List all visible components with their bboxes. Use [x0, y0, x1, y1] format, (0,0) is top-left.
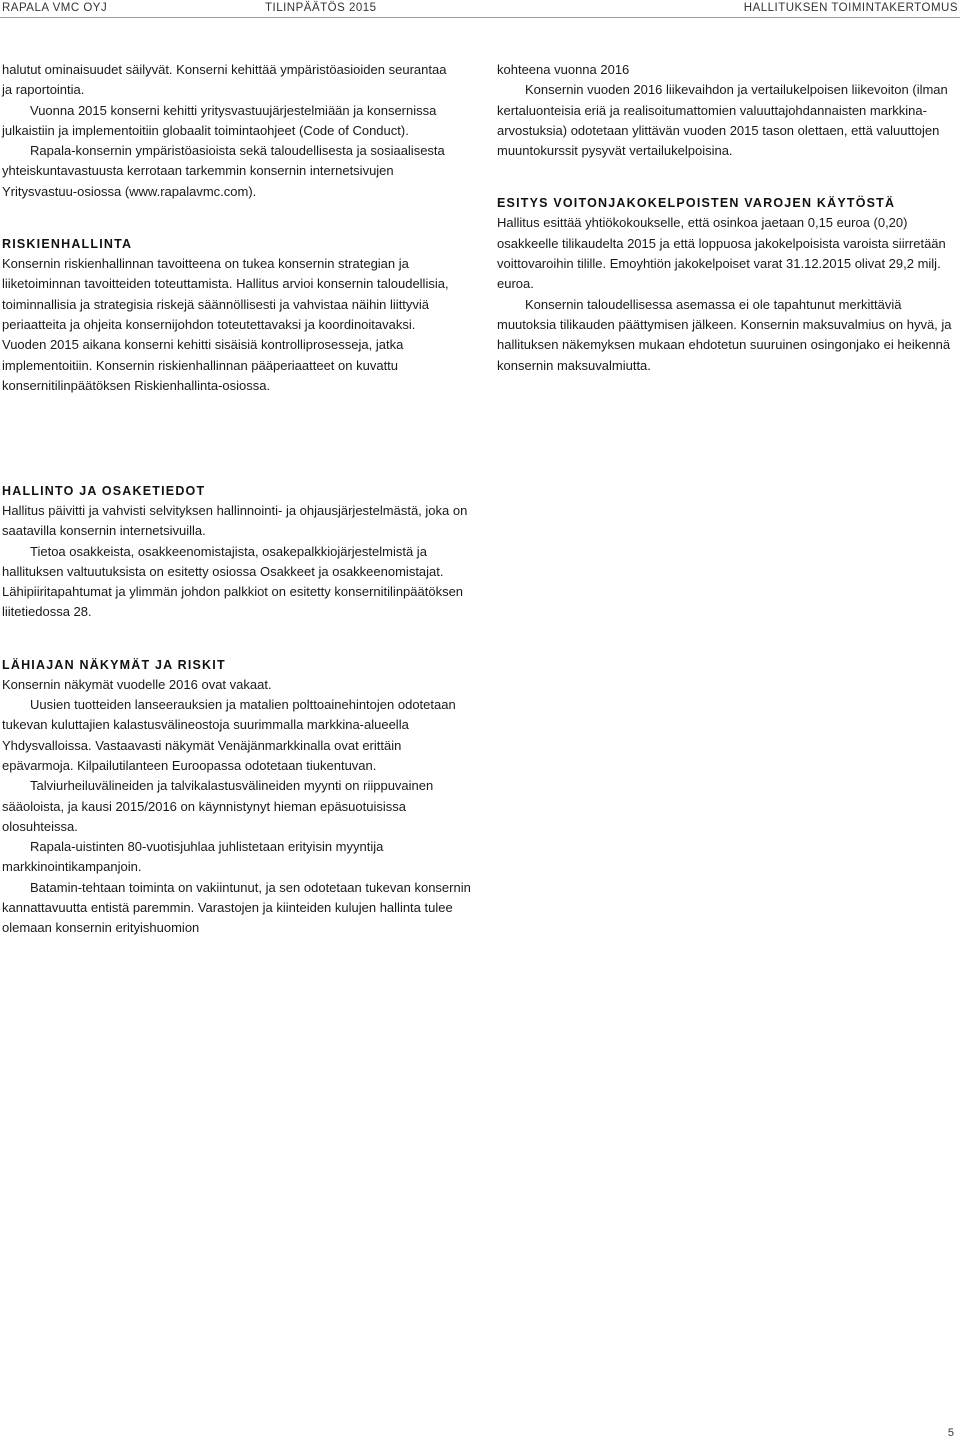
paragraph: Rapala-konsernin ympäristöasioista sekä taloudellisesta ja sosiaalisesta yhteiskuntavastuusta kerrotaan tarkemmin konsernin internetsivujen Yritysvastuu-osiossa (www.rapalavmc.com).	[2, 143, 445, 199]
header-company: RAPALA VMC OYJ	[2, 2, 108, 14]
paragraph: Konsernin taloudellisessa asemassa ei ole tapahtunut merkittäviä muutoksia tilikauden päättymisen jälkeen. Konsernin maksuvalmius on hyvä, ja hallituksen näkemyksen mukaan ehdotetun suuruinen osingonjako ei heikennä konsernin maksuvalmiutta.	[497, 296, 952, 373]
page-number: 5	[947, 1427, 954, 1439]
paragraph: Batamin-tehtaan toiminta on vakiintunut, ja sen odotetaan tukevan konsernin kannattavuutta entistä paremmin. Varastojen ja kiinteiden kulujen hallinta tulee olemaan konsernin erityishuomion	[2, 879, 471, 936]
paragraph: kohteena vuonna 2016	[497, 62, 630, 77]
section-heading-governance: HALLINTO JA OSAKETIEDOT	[2, 484, 206, 498]
header-section-title: HALLITUKSEN TOIMINTAKERTOMUS	[743, 2, 958, 14]
paragraph: Konsernin vuoden 2016 liikevaihdon ja vertailukelpoisen liikevoiton (ilman kertaluonteisia eriä ja realisoitumattomien valuuttajohdannaisten markkina-arvostuksia) odotetaan ylittävän vuoden 2015 tason olettaen, että valuuttojen muuntokurssit pysyvät vertailukelpoisina.	[497, 82, 948, 159]
paragraph: Tietoa osakkeista, osakkeenomistajista, osakepalkkiojärjestelmistä ja hallituksen valtuutuksista on esitetty osiossa Osakkeet ja osakkeenomistajat. Lähipiiritapahtumat ja ylimmän johdon palkkiot on esitetty konsernitilinpäätöksen liitetiedossa 28.	[2, 543, 464, 620]
left-column-top	[2, 60, 457, 396]
header-report-title: TILINPÄÄTÖS 2015	[265, 2, 377, 14]
paragraph: Hallitus esittää yhtiökokoukselle, että osinkoa jaetaan 0,15 euroa (0,20) osakkeelle tilikaudelta 2015 ja että loppuosa jakokelpoisista varoista siirretään voittovaroihin tilille. Emoyhtiön jakokelpoiset varat 31.12.2015 olivat 29,2 milj. euroa.	[497, 215, 946, 292]
paragraph: Uusien tuotteiden lanseerauksien ja matalien polttoainehintojen odotetaan tukevan kuluttajien kalastusvälineostoja suurimmalla markkina-alueella Yhdysvalloissa. Vastaavasti näkymät Venäjänmarkkinalla ovat erittäin epävarmoja. Kilpailutilanteen Euroopassa odotetaan tiukentuvan.	[2, 697, 456, 773]
section-heading-dividend-proposal: ESITYS VOITONJAKOKELPOISTEN VAROJEN KÄYTÖSTÄ	[497, 196, 896, 211]
paragraph: Vuonna 2015 konserni kehitti yritysvastuujärjestelmiään ja konsernissa julkaistiin ja implementoitiin globaalit toimintaohjeet (Code of Conduct).	[2, 102, 437, 138]
paragraph: Rapala-uistinten 80-vuotisjuhlaa juhlistetaan erityisin myyntija markkinointikampanjoin.	[2, 839, 384, 875]
paragraph: halutut ominaisuudet säilyvät. Konserni kehittää ympäristöasioiden seurantaa ja raportointia.	[2, 62, 447, 98]
paragraph: Hallitus päivitti ja vahvisti selvityksen hallinnointi- ja ohjausjärjestelmästä, joka on saatavilla konsernin internetsivuilla.	[2, 503, 468, 539]
paragraph: Konsernin riskienhallinnan tavoitteena on tukea konsernin strategian ja liiketoiminnan tavoitteiden toteuttamista. Hallitus arvioi konsernin taloudellisia, toiminnallisia ja strategisia riskejä säännöllisesti ja vahvistaa näihin liittyviä periaatteita ja ohjeita konsernijohdon toteutettavaksi ja koordinoitavaksi. Vuoden 2015 aikana konserni kehitti sisäisiä kontrolliprosesseja, jatka implementoitiin. Konsernin riskienhallinnan pääperiaatteet on kuvattu konsernitilinpäätöksen Riskienhallinta-osiossa.	[2, 256, 449, 393]
paragraph: Konsernin näkymät vuodelle 2016 ovat vakaat.	[2, 676, 272, 692]
paragraph: Talviurheiluvälineiden ja talvikalastusvälineiden myynti on riippuvainen sääoloista, ja kausi 2015/2016 on käynnistynyt hieman epäsuotuisissa olosuhteissa.	[2, 778, 434, 834]
section-heading-risk-management: RISKIENHALLINTA	[2, 237, 133, 252]
header-divider	[0, 17, 960, 18]
running-header	[0, 0, 960, 18]
left-column-bottom	[2, 481, 472, 939]
right-column-top	[497, 60, 959, 376]
section-heading-outlook: LÄHIAJAN NÄKYMÄT JA RISKIT	[2, 657, 226, 672]
